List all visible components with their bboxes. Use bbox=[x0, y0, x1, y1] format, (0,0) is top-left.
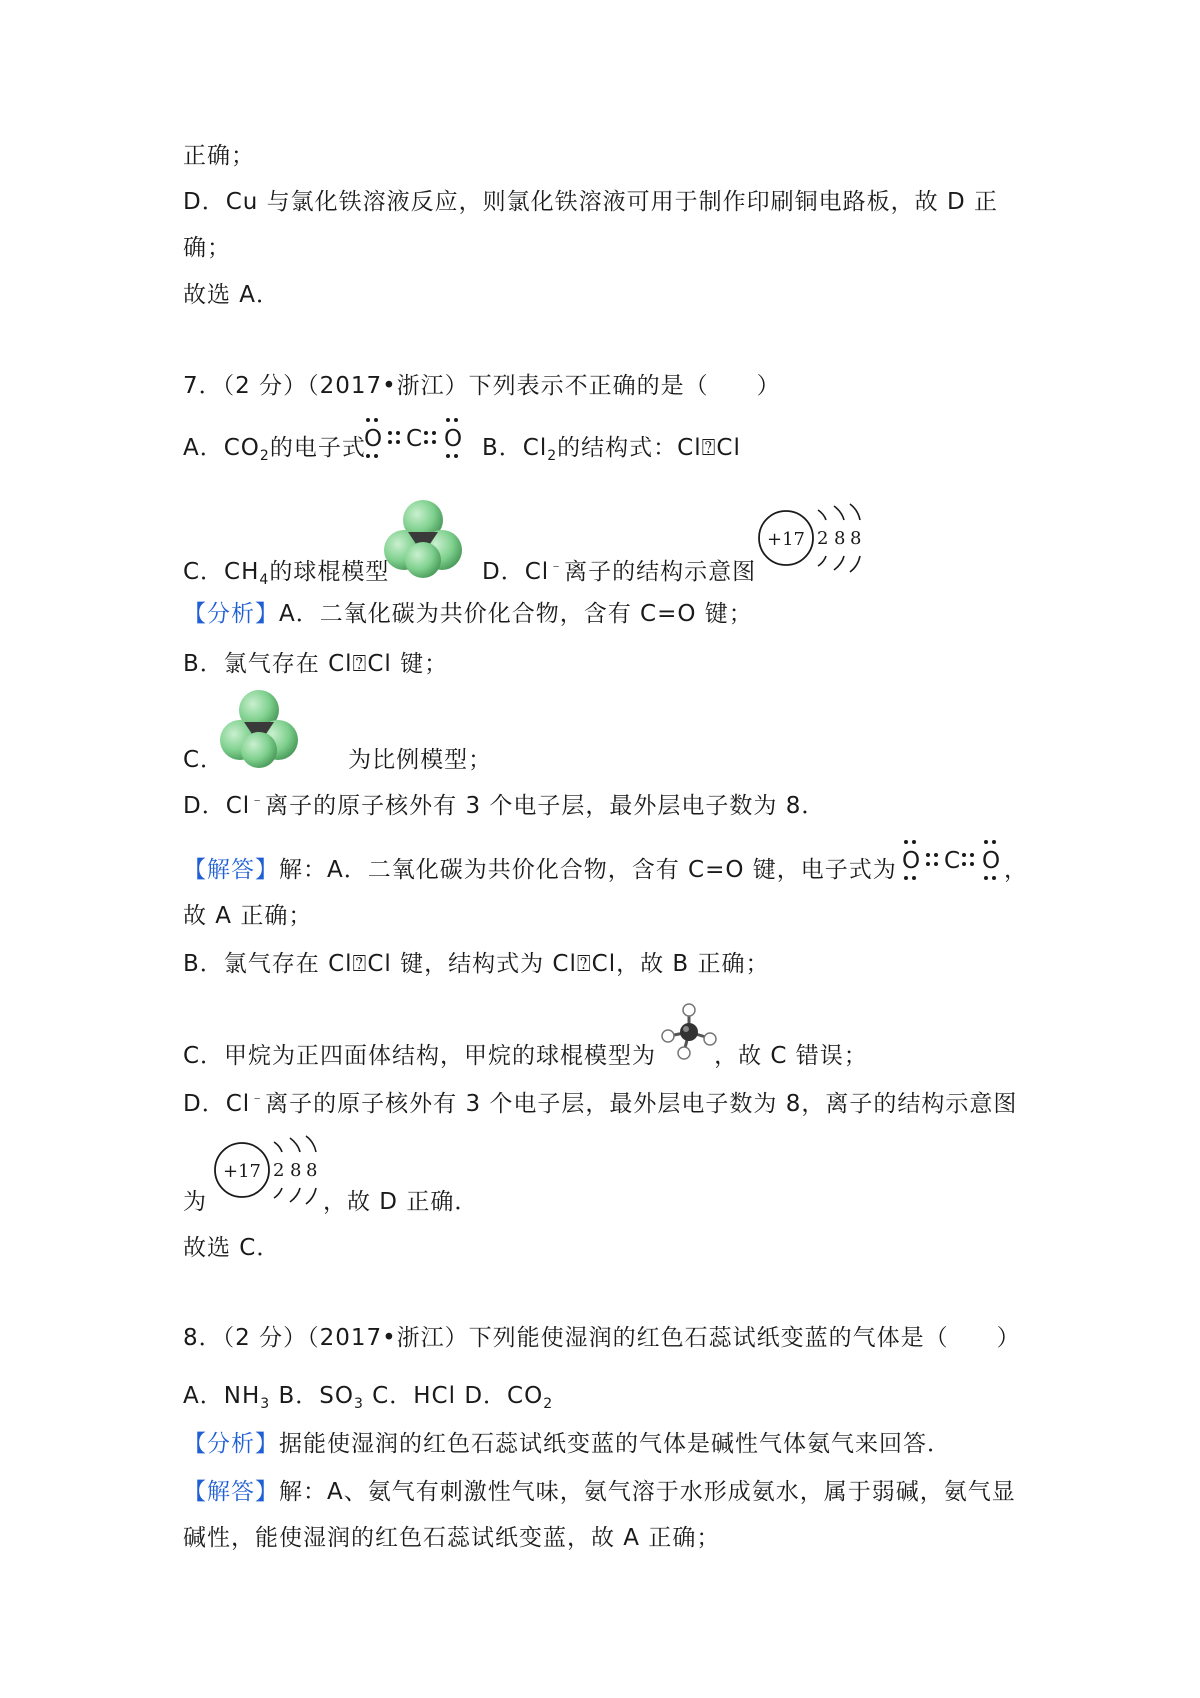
analysis-text: C． bbox=[183, 747, 225, 773]
option-text: 的电子式 bbox=[269, 435, 366, 461]
question-8-title: 8．（2 分）（2017•浙江）下列能使湿润的红色石蕊试纸变蓝的气体是（ ） bbox=[183, 1325, 1021, 1351]
co2-electron-formula-figure bbox=[360, 412, 464, 464]
analysis-d bbox=[183, 790, 825, 822]
shell-electrons: 8 bbox=[306, 1160, 318, 1181]
answer-a-cont: 故 A 正确； bbox=[183, 903, 313, 929]
answer-text: 为 bbox=[183, 1189, 207, 1215]
subscript: 3 bbox=[353, 1396, 364, 1412]
option-text: 离子的结构示意图 bbox=[564, 559, 757, 585]
analysis-text: 离子的原子核外有 3 个电子层，最外层电子数为 8． bbox=[265, 793, 826, 819]
question-7-option-a bbox=[183, 432, 366, 464]
subscript: 4 bbox=[259, 572, 270, 588]
answer-c bbox=[183, 1040, 868, 1072]
text-line: D．Cu 与氯化铁溶液反应，则氯化铁溶液可用于制作印刷铜电路板，故 D 正 bbox=[183, 189, 998, 215]
answer-a bbox=[183, 854, 897, 886]
question-7-option-b bbox=[482, 432, 741, 464]
question-7-title: 7．（2 分）（2017•浙江）下列表示不正确的是（ ） bbox=[183, 373, 781, 399]
option-text: B．SO bbox=[270, 1383, 354, 1409]
option-text: A．CO bbox=[183, 435, 260, 461]
ch4-space-filling-model-figure bbox=[382, 498, 464, 580]
atom-o: O bbox=[902, 848, 921, 874]
shell-electrons: 2 bbox=[817, 528, 829, 549]
co2-electron-formula-figure bbox=[898, 834, 1002, 886]
answer-selection: 故选 C． bbox=[183, 1235, 281, 1261]
shell-electrons: 8 bbox=[834, 528, 846, 549]
superscript: ﹣ bbox=[549, 558, 565, 574]
shell-electrons: 8 bbox=[850, 528, 862, 549]
text-line: 故选 A． bbox=[183, 282, 281, 308]
analysis-tag: 【分析】 bbox=[183, 1431, 279, 1457]
option-text: C．HCl bbox=[363, 1383, 465, 1409]
text-line: 确； bbox=[183, 235, 231, 261]
atom-c: C bbox=[944, 848, 961, 874]
answer-d-cont bbox=[183, 1186, 478, 1218]
atom-o: O bbox=[364, 426, 383, 452]
atom-c: C bbox=[406, 426, 423, 452]
answer-text: 解：A、氨气有刺激性气味，氨气溶于水形成氨水，属于弱碱，氨气显 bbox=[279, 1479, 1016, 1505]
analysis-c bbox=[183, 744, 492, 776]
answer-text: 解：A．二氧化碳为共价化合物，含有 C=O 键，电子式为 bbox=[279, 857, 897, 883]
ch4-ball-and-stick-model-figure bbox=[660, 1002, 718, 1060]
atom-o: O bbox=[444, 426, 463, 452]
option-text: B．Cl bbox=[482, 435, 548, 461]
atom-o: O bbox=[982, 848, 1001, 874]
answer-8-cont: 碱性，能使湿润的红色石蕊试纸变蓝，故 A 正确； bbox=[183, 1525, 721, 1551]
analysis-text: D．Cl bbox=[183, 793, 251, 819]
analysis-text: A．二氧化碳为共价化合物，含有 C=O 键； bbox=[279, 601, 753, 627]
analysis-a bbox=[183, 598, 753, 630]
shell-electrons: 8 bbox=[290, 1160, 302, 1181]
subscript: 2 bbox=[543, 1396, 554, 1412]
cl-ion-structure-diagram bbox=[754, 496, 864, 580]
answer-tag: 【解答】 bbox=[183, 857, 279, 883]
shell-electrons: 2 bbox=[273, 1160, 285, 1181]
superscript: ﹣ bbox=[250, 792, 266, 808]
answer-text: ，故 D 正确． bbox=[323, 1189, 479, 1215]
question-7-option-c bbox=[183, 556, 389, 588]
option-text: D．CO bbox=[464, 1383, 544, 1409]
answer-text: C．甲烷为正四面体结构，甲烷的球棍模型为 bbox=[183, 1043, 657, 1069]
question-8-options bbox=[183, 1380, 553, 1412]
analysis-8 bbox=[183, 1428, 951, 1460]
option-text: D．Cl bbox=[482, 559, 550, 585]
answer-text: ， bbox=[1004, 857, 1028, 883]
option-text: A．NH bbox=[183, 1383, 261, 1409]
answer-text: D．Cl bbox=[183, 1091, 251, 1117]
option-text: 的结构式：Cl⍰Cl bbox=[557, 435, 741, 461]
answer-text: 离子的原子核外有 3 个电子层，最外层电子数为 8，离子的结构示意图 bbox=[265, 1091, 1018, 1117]
subscript: 2 bbox=[259, 448, 270, 464]
analysis-tag: 【分析】 bbox=[183, 601, 279, 627]
answer-text: ，故 C 错误； bbox=[714, 1043, 868, 1069]
subscript: 3 bbox=[260, 1396, 271, 1412]
answer-8 bbox=[183, 1476, 1016, 1508]
analysis-b: B．氯气存在 Cl⍰Cl 键； bbox=[183, 651, 449, 677]
nucleus-charge: +17 bbox=[767, 529, 805, 550]
text-line: 正确； bbox=[183, 143, 255, 169]
answer-d bbox=[183, 1088, 1017, 1120]
answer-tag: 【解答】 bbox=[183, 1479, 279, 1505]
answer-b: B．氯气存在 Cl⍰Cl 键，结构式为 Cl⍰Cl，故 B 正确； bbox=[183, 951, 770, 977]
nucleus-charge: +17 bbox=[223, 1161, 261, 1182]
question-7-option-d bbox=[482, 556, 756, 588]
option-text: C．CH bbox=[183, 559, 260, 585]
analysis-text: 为比例模型； bbox=[348, 747, 493, 773]
option-text: 的球棍模型 bbox=[269, 559, 390, 585]
analysis-text: 据能使湿润的红色石蕊试纸变蓝的气体是碱性气体氨气来回答． bbox=[279, 1431, 951, 1457]
superscript: ﹣ bbox=[250, 1090, 266, 1106]
subscript: 2 bbox=[547, 448, 558, 464]
